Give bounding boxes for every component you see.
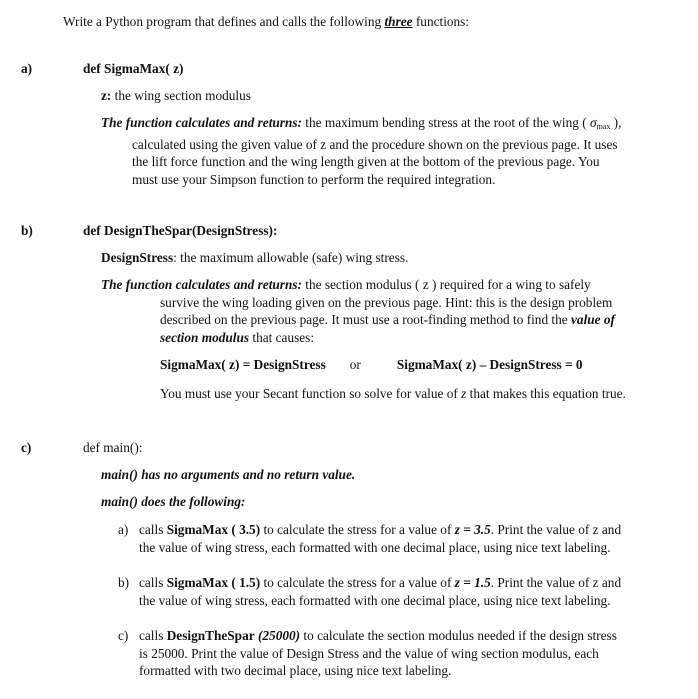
section-a-def: def SigmaMax( z): [83, 61, 184, 76]
section-b-equation: [160, 356, 583, 374]
section-a-returns-line2: calculated using the given value of z and the procedure shown on the previous page. It uses: [132, 136, 618, 152]
main-step-a-pre: calls: [139, 522, 167, 537]
section-b-returns-line4: [101, 329, 681, 347]
main-step-c-arg: (25000): [254, 628, 301, 643]
section-a-returns-line1: [101, 114, 681, 136]
section-c-noargs: main() has no arguments and no return value.: [101, 467, 356, 482]
section-c-does: main() does the following:: [101, 494, 246, 509]
main-step-b-call: SigmaMax ( 1.5): [166, 575, 261, 590]
section-b-returns-line2: survive the wing loading given on the previous page. Hint: this is the design problem: [160, 294, 613, 310]
main-step-a-post: . Print the value of z and: [490, 522, 622, 537]
section-b-returns-l3: described on the previous page. It must use a root-finding method to find the: [160, 312, 572, 328]
section-b-returns-l4-emph: section modulus: [160, 329, 250, 345]
section-b-param-desc: : the maximum allowable (safe) wing stress.: [173, 250, 409, 265]
main-step-c-line3: formatted with two decimal place, using nice text labeling.: [139, 663, 452, 679]
main-step-b-line2: the value of wing stress, each formatted with one decimal place, using nice text labeling.: [139, 592, 611, 608]
main-step-c-post: to calculate the section modulus needed if the design stress: [300, 628, 617, 643]
main-step-a-line2: the value of wing stress, each formatted with one decimal place, using nice text labeling.: [139, 539, 611, 555]
main-step-c: [139, 627, 679, 680]
section-b-returns-l1: the section modulus ( z ) required for a wing to safely: [301, 277, 591, 292]
section-b-returns-l3-emph: value of: [571, 312, 615, 328]
main-step-a-mid: to calculate the stress for a value of: [260, 522, 455, 537]
section-a-returns-l1-end: ),: [610, 115, 622, 130]
main-step-a-z: z = 3.5: [454, 522, 491, 537]
intro-post: functions:: [412, 14, 470, 29]
main-step-a: [139, 521, 679, 556]
main-step-a-call: SigmaMax ( 3.5): [166, 522, 261, 537]
section-a-param: [101, 87, 251, 105]
section-a-label: a): [21, 61, 33, 76]
main-step-c-pre: calls: [139, 628, 167, 643]
main-step-b-line1: [139, 574, 679, 592]
section-b-returns-l4-post: that causes:: [249, 329, 315, 345]
section-b-returns-line3: [101, 311, 681, 329]
section-b-returns-line1: [101, 276, 681, 294]
intro-emphasis: three: [384, 14, 413, 29]
main-step-c-line1: [139, 627, 679, 645]
equation-or: or: [349, 357, 361, 372]
section-b-secant-pre: You must use your Secant function so solve for value of: [160, 386, 462, 401]
main-step-c-line2: is 25000. Print the value of Design Stress and the value of wing section modulus, each: [139, 645, 599, 661]
section-b-label: b): [21, 223, 33, 238]
section-a-param-name: z:: [101, 88, 112, 103]
sigma-symbol: σ: [590, 115, 597, 130]
section-a-param-desc: the wing section modulus: [111, 88, 251, 103]
section-b-returns: [101, 276, 681, 346]
section-b-returns-head: The function calculates and returns:: [101, 277, 302, 292]
main-step-a-line1: [139, 521, 679, 539]
section-b-param: [101, 249, 408, 267]
main-step-b-z: z = 1.5: [454, 575, 491, 590]
main-step-b-post: . Print the value of z and: [490, 575, 622, 590]
main-step-b-pre: calls: [139, 575, 167, 590]
main-step-b-label: b): [118, 575, 130, 590]
section-b-secant: [160, 385, 626, 403]
section-c-label: c): [21, 440, 32, 455]
section-b-def: def DesignTheSpar(DesignStress):: [83, 223, 278, 238]
equation-2: SigmaMax( z) – DesignStress = 0: [396, 357, 583, 372]
equation-1: SigmaMax( z) = DesignStress: [160, 357, 326, 372]
section-a-returns-line4: must use your Simpson function to perform the required integration.: [132, 171, 496, 187]
section-a-returns-l1: the maximum bending stress at the root of the wing (: [301, 115, 590, 130]
section-c-def: def main():: [83, 440, 143, 455]
main-step-c-label: c): [118, 628, 129, 643]
section-a-returns-head: The function calculates and returns:: [101, 115, 302, 130]
section-a-returns-line3: the lift force function and the wing length given at the bottom of the previous page. You: [132, 154, 600, 170]
section-b-secant-z: z: [461, 386, 467, 401]
intro-pre: Write a Python program that defines and calls the following: [63, 14, 385, 29]
main-step-c-call: DesignTheSpar: [166, 628, 255, 643]
section-b-param-name: DesignStress: [101, 250, 174, 265]
section-b-secant-post: that makes this equation true.: [466, 386, 626, 401]
main-step-b: [139, 574, 679, 609]
intro-text: [63, 13, 469, 31]
main-step-a-label: a): [118, 522, 129, 537]
section-a-returns: [101, 114, 681, 188]
sigma-subscript: max: [596, 122, 611, 131]
main-step-b-mid: to calculate the stress for a value of: [260, 575, 455, 590]
